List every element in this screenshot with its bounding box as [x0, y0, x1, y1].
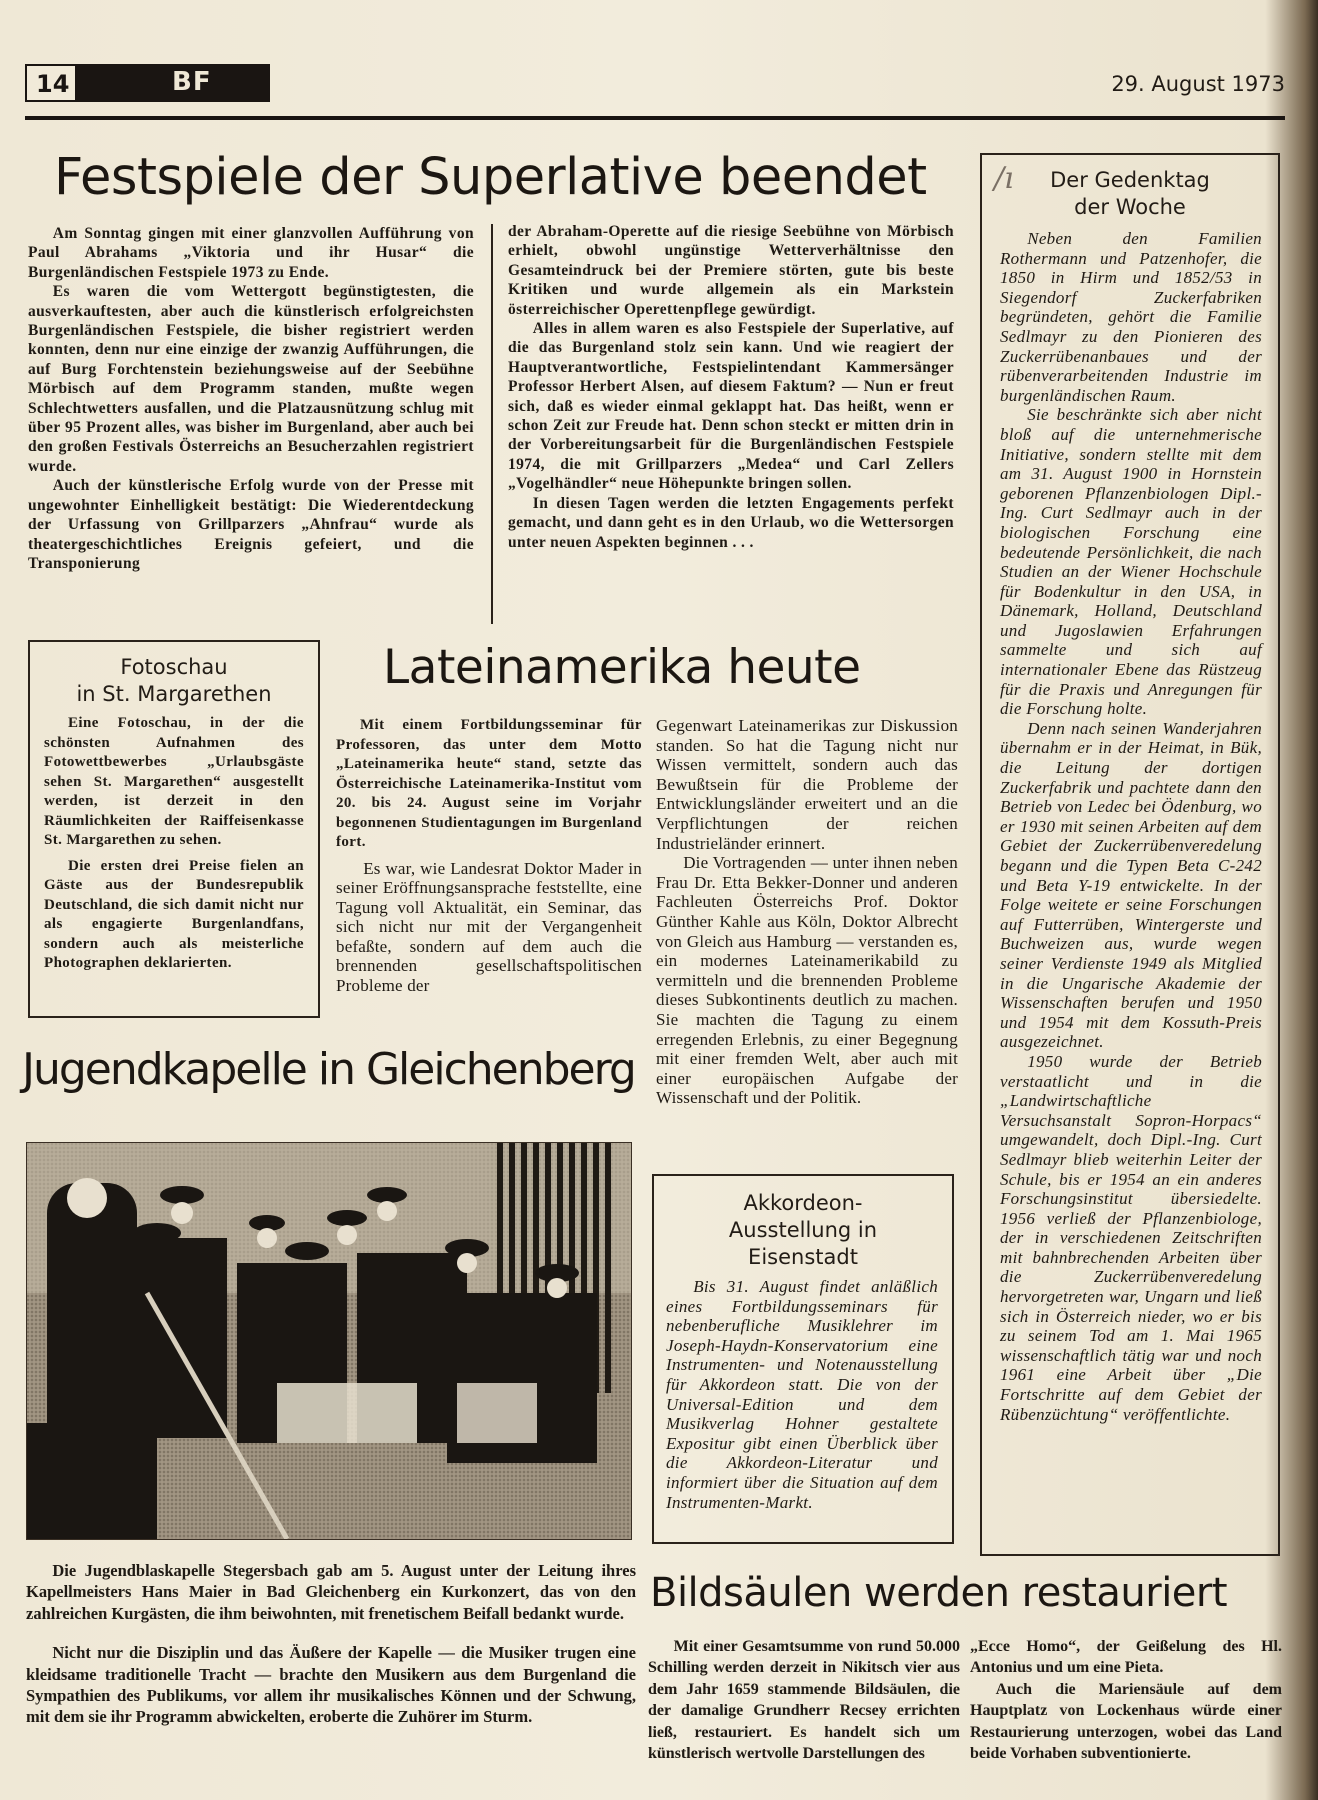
headline-line: Fotoschau [120, 655, 228, 679]
article-festspiele-col2 [508, 222, 954, 552]
lateinamerika-body1 [336, 859, 642, 996]
column-rule [491, 224, 493, 624]
issue-date: 29. August 1973 [1111, 72, 1285, 96]
gedenktag-box [980, 153, 1280, 1556]
bildsaeulen-col2 [970, 1636, 1282, 1764]
paragraph: Alles in allem waren es also Festspiele der Superlative, auf die das Burgenland stolz sein kann. Und wie reagiert der Hauptverantwortliche, Festspielintendant Kammersänger Professor Herbert Alsen, auf diesem Faktum? — Nun er freut sich, daß es wieder einmal geklappt hat. Das heißt, wenn er schon Zeit zur Freude hat. Denn schon steckt er mitten drin in der Vorbereitungsarbeit für die Burgenländischen Festspiele 1974, die mit Grillparzers „Medea“ und Carl Zellers „Vogelhändler“ neue Höhepunkte bringen sollen. [508, 320, 954, 493]
paragraph: Die ersten drei Preise fielen an Gäste aus der Bundesrepublik Deutschland, die sich damit nicht nur als engagierte Burgenlandfans, sondern auch als meisterliche Photographen deklarierten. [44, 857, 304, 971]
paragraph: der Abraham-Operette auf die riesige Seebühne von Mörbisch erhielt, obwohl ungünstige Wetterverhältnisse den Gesamteindruck bei der Premiere störten, gute bis beste Kritiken und wurde allgemein als ein Markstein österreichischer Operettenpflege gewürdigt. [508, 223, 954, 318]
jugendkapelle-body [26, 1560, 636, 1728]
akkordeon-box [652, 1174, 954, 1544]
page-number-box [25, 64, 77, 102]
paragraph: Die Vortragenden — unter ihnen neben Frau Dr. Etta Bekker-Donner und anderen Fachleuten Österreichs Prof. Doktor Günther Kahle aus Köln, Doktor Albrecht von Gleich aus Hamburg — verstanden es, ein modernes Lateinamerikabild zu vermitteln und die brennenden Probleme dieses Subkontinents deutlich zu machen. Sie machten die Tagung zu einem erregenden Erlebnis, zu einer Begegnung mit einer fremden Welt, aber auch mit einer europäischen Aufgabe der Wissenschaft und der Politik. [656, 853, 958, 1108]
headline-line: Eisenstadt [748, 1245, 858, 1269]
paragraph: Bis 31. August findet anläßlich eines Fortbildungsseminars für nebenberufliche Musiklehrer im Joseph-Haydn-Konservatorium eine Instrumenten- und Notenausstellung für Akkordeon statt. Die von der Universal-Edition und dem Musikverlag Hohner gestaltete Expositur gibt einen Überblick über die Akkordeon-Literatur und informiert über die Situation auf dem Instrumenten-Markt. [666, 1277, 938, 1512]
section-block [77, 64, 270, 102]
headline-line: der Woche [1074, 195, 1186, 219]
lateinamerika-lead [336, 716, 642, 853]
akkordeon-headline [654, 1190, 952, 1271]
fotoschau-body [44, 714, 304, 974]
gedenktag-headline [982, 167, 1278, 221]
lateinamerika-col1 [336, 716, 642, 996]
paragraph: Mit einer Gesamtsumme von rund 50.000 Schilling werden derzeit in Nikitsch vier aus dem Jahr 1659 stammende Bildsäulen, die der damalige Grundherr Recsey errichten ließ, restauriert. Es handelt sich um künstlerisch wertvolle Darstellungen des [648, 1638, 960, 1763]
paragraph: Eine Fotoschau, in der die schönsten Aufnahmen des Fotowettbewerbes „Urlaubsgäste sehen St. Margarethen“ ausgestellt werden, ist derzeit in den Räumlichkeiten der Raiffeisenkasse St. Margarethen zu sehen. [44, 715, 304, 848]
paragraph: Neben den Familien Rothermann und Patzenhofer, die 1850 in Hirm und 1852/53 in Siegendorf Zuckerfabriken begründeten, gehört die Familie Sedlmayr zu den Pionieren des Zuckerrübenanbaues und der rübenverarbeitenden Industrie im burgenländischen Raum. [1000, 229, 1262, 405]
paragraph: Sie beschränkte sich aber nicht bloß auf die unternehmerische Initiative, sondern stellte mit dem am 31. August 1900 in Hornstein geborenen Pflanzenbiologen Dipl.-Ing. Curt Sedlmayr auch in der biologischen Forschung eine bedeutende Persönlichkeit, die nach Studien an der Wiener Hochschule für Bodenkultur in den USA, in Dänemark, Holland, Deutschland und Jugoslawien Erfahrungen sammelte und sich auf internationaler Ebene das Rüstzeug für die Praxis und Anregungen für die Forschung holte. [1000, 405, 1262, 719]
headline-line: in St. Margarethen [76, 682, 272, 706]
gedenktag-body [1000, 229, 1262, 1424]
headline-line: Der Gedenktag [1050, 168, 1210, 192]
masthead [25, 58, 1285, 120]
paragraph: Die Jugendblaskapelle Stegersbach gab am 5. August unter der Leitung ihres Kapellmeisters Hans Maier in Bad Gleichenberg ein Kurkonzert, das von den zahlreichen Kurgästen, die ihm beiwohnten, mit frenetischem Beifall bedankt wurde. [26, 1561, 636, 1623]
paragraph: „Ecce Homo“, der Geißelung des Hl. Antonius und um eine Pieta. [970, 1638, 1282, 1677]
headline-festspiele: Festspiele der Superlative beendet [54, 148, 927, 207]
paragraph: Auch die Mariensäule auf dem Hauptplatz von Lockenhaus würde einer Restaurierung unterzogen, wobei das Land beide Vorhaben subventionierte. [970, 1680, 1282, 1763]
paragraph: Gegenwart Lateinamerikas zur Diskussion standen. So hat die Tagung nicht nur Wissen vermittelt, sondern auch das Bewußtsein für die Probleme der Entwicklungsländer erweitert und an die Verpflichtungen der reichen Industrieländer erinnert. [656, 716, 958, 853]
paragraph: Auch der künstlerische Erfolg wurde von der Presse mit ungewohnter Einhelligkeit bestätigt: Die Wiederentdeckung der Urfassung von Grillparzers „Ahnfrau“ wurde als theatergeschichtliches Ereignis gefeiert, und die Transponierung [28, 477, 474, 572]
fotoschau-box [28, 640, 320, 1018]
lateinamerika-col2 [656, 716, 958, 1108]
paragraph: Denn nach seinen Wanderjahren übernahm er in der Heimat, in Bük, die Leitung der dortigen Zuckerfabrik und pachtete dann den Betrieb von Ledec bei Ödenburg, wo er 1930 mit seinen Arbeiten auf dem Gebiet der Zuckerrübenveredelung begann und die Typen Beta C-242 und Beta Y-19 entwickelte. In der Folge weitete er seine Forschungen auf Futterrüben, Wintergerste und Buchweizen aus, wurde wegen seiner Verdienste 1949 als Mitglied in die Ungarische Akademie der Wissenschaften berufen und 1950 und 1954 mit dem Kossuth-Preis ausgezeichnet. [1000, 718, 1262, 1052]
page-number: 14 [36, 70, 70, 98]
paragraph: 1950 wurde der Betrieb verstaatlicht und in die „Landwirtschaftliche Versuchsanstalt Sopron-Horpacs“ umgewandelt, doch Dipl.-Ing. Curt Sedlmayr blieb weiterhin Leiter der Schule, bis er 1954 an ein anderes Forschungsinstitut übersiedelte. 1956 verließ der Pflanzenbiologe, der in verschiedenen Zeitschriften mit bahnbrechenden Arbeiten über die Zuckerrübenveredelung hervorgetreten war, Ungarn und ließ sich in Österreich nieder, wo er bis zu seinem Tod am 1. Mai 1965 wissenschaftlich tätig war und noch 1961 eine Arbeit über „Die Fortschritte auf dem Gebiet der Rübenzüchtung“ veröffentlichte. [1000, 1051, 1262, 1424]
headline-line: Akkordeon- [743, 1191, 863, 1215]
margin-pencil-mark: /ı [994, 161, 1014, 196]
article-festspiele-col1 [28, 224, 474, 573]
paragraph: Nicht nur die Disziplin und das Äußere der Kapelle — die Musiker trugen eine kleidsame traditionelle Tracht — brachte den Musikern aus dem Burgenland die Sympathien des Publikums, vor allem ihr musikalisches Können und der Schwung, mit dem sie ihr Programm abwickelten, eroberte die Zuhörer im Sturm. [26, 1643, 636, 1727]
headline-bildsaeulen: Bildsäulen werden restauriert [650, 1570, 1228, 1616]
band-photo-image [27, 1143, 631, 1539]
band-photo [26, 1142, 632, 1540]
paragraph: In diesen Tagen werden die letzten Engagements perfekt gemacht, und dann geht es in den Urlaub, wo die Wettersorgen unter neuen Aspekten beginnen . . . [508, 494, 954, 551]
akkordeon-body [666, 1277, 938, 1512]
paragraph: Am Sonntag gingen mit einer glanzvollen Aufführung von Paul Abrahams „Viktoria und ihr Husar“ die Burgenländischen Festspiele 1973 zu Ende. [28, 225, 474, 281]
masthead-rule [25, 116, 1285, 120]
bildsaeulen-col1 [648, 1636, 960, 1764]
paragraph: Es waren die vom Wettergott begünstigtesten, die ausverkauftesten, aber auch die künstlerisch erfolgreichsten Burgenländischen Festspiele, die bisher registriert werden konnten, denn nur eine einzige der zwanzig Aufführungen, die auf Burg Forchtenstein beziehungsweise auf der Seebühne Mörbisch auf dem Programm standen, mußte wegen Schlechtwetters ausfallen, und die Platzausnützung schlug mit über 95 Prozent alles, was bisher im Burgenland, aber auch bei den großen Festivals Österreichs an Besucherzahlen registriert wurde. [28, 283, 474, 475]
section-label: BF [172, 67, 212, 97]
headline-jugendkapelle: Jugendkapelle in Gleichenberg [22, 1044, 635, 1095]
fotoschau-headline [30, 654, 318, 708]
paragraph: Es war, wie Landesrat Doktor Mader in seiner Eröffnungsansprache feststellte, eine Tagung voll Aktualität, ein Seminar, das sich nicht nur mit der Vergangenheit befaßte, sondern auf dem auch die brennenden gesellschaftspolitischen Probleme der [336, 858, 642, 996]
headline-line: Ausstellung in [728, 1218, 878, 1242]
headline-lateinamerika: Lateinamerika heute [383, 640, 861, 695]
paragraph: Mit einem Fortbildungsseminar für Professoren, das unter dem Motto „Lateinamerika heute“ stand, setzte das Österreichische Lateinamerika-Institut vom 20. bis 24. August seine im Vorjahr begonnenen Studientagungen im Burgenland fort. [336, 717, 642, 850]
